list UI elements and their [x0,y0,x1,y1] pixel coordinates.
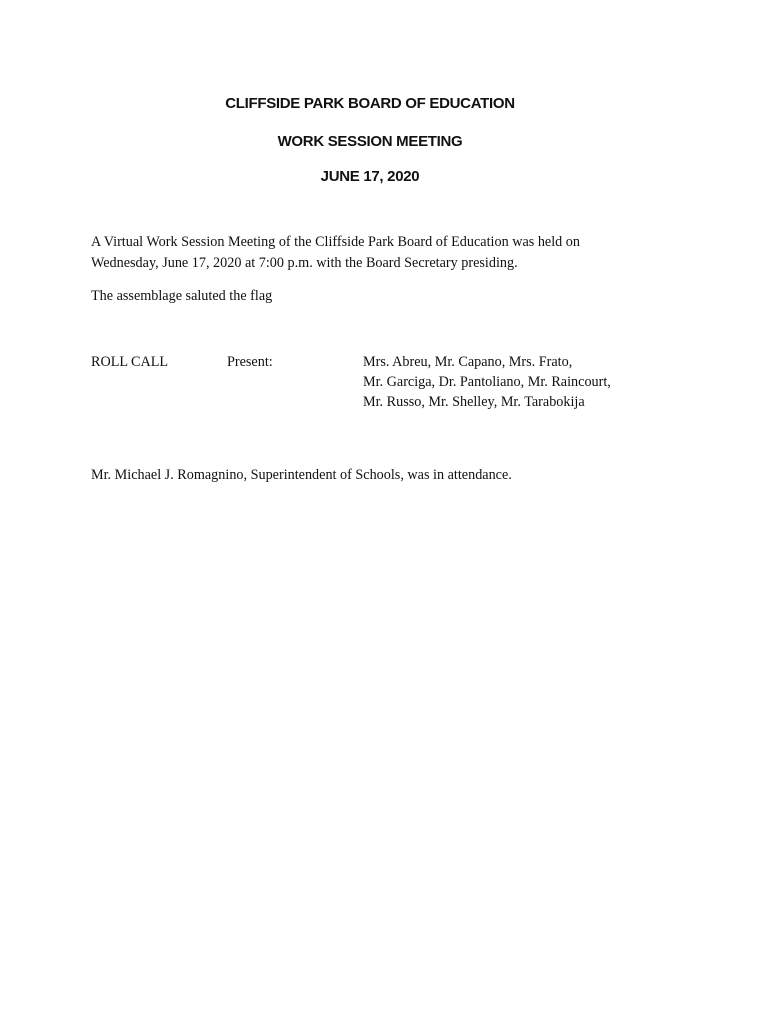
present-label: Present: [227,354,273,370]
intro-paragraph [91,232,651,274]
roll-call-label: ROLL CALL [91,354,169,370]
members-line-2: Mr. Garciga, Dr. Pantoliano, Mr. Raincourt, [363,374,611,390]
present-members-list [363,352,673,412]
intro-line-1: A Virtual Work Session Meeting of the Cliffside Park Board of Education was held on [91,234,580,250]
document-title: CLIFFSIDE PARK BOARD OF EDUCATION [225,95,515,112]
members-line-1: Mrs. Abreu, Mr. Capano, Mrs. Frato, [363,354,573,370]
members-line-3: Mr. Russo, Mr. Shelley, Mr. Tarabokija [363,394,585,410]
intro-line-2: Wednesday, June 17, 2020 at 7:00 p.m. with the Board Secretary presiding. [91,255,518,271]
attendance-statement: Mr. Michael J. Romagnino, Superintendent of Schools, was in attendance. [91,467,512,483]
meeting-date-heading: JUNE 17, 2020 [320,168,420,185]
flag-salute-text: The assemblage saluted the flag [91,288,273,304]
meeting-type-heading: WORK SESSION MEETING [277,133,463,150]
